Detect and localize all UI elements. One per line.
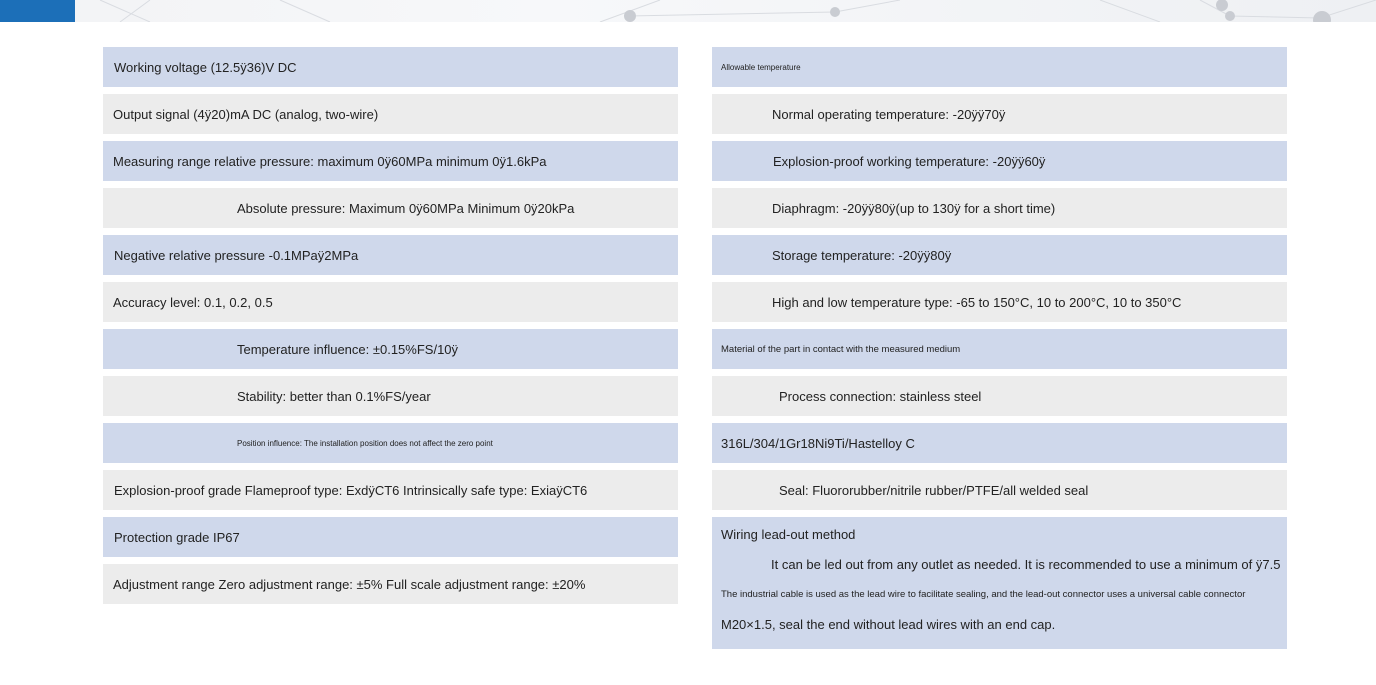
spec-row bbox=[712, 94, 1287, 134]
spec-text: Allowable temperature bbox=[721, 62, 801, 72]
wiring-line: M20×1.5, seal the end without lead wires with an end cap. bbox=[721, 617, 1056, 632]
spec-row bbox=[712, 235, 1287, 275]
wiring-block bbox=[712, 517, 1287, 649]
spec-text: Process connection: stainless steel bbox=[779, 388, 982, 404]
spec-text: Explosion-proof working temperature: -20ÿÿ60ÿ bbox=[773, 153, 1046, 169]
header-banner bbox=[0, 0, 1376, 22]
spec-text: Accuracy level: 0.1, 0.2, 0.5 bbox=[113, 294, 273, 310]
spec-text: Position influence: The installation position does not affect the zero point bbox=[237, 438, 493, 448]
spec-row bbox=[103, 564, 678, 604]
spec-row bbox=[712, 376, 1287, 416]
spec-row bbox=[712, 470, 1287, 510]
spec-row bbox=[103, 423, 678, 463]
spec-row bbox=[712, 329, 1287, 369]
spec-row bbox=[103, 517, 678, 557]
spec-text: Diaphragm: -20ÿÿ80ÿ(up to 130ÿ for a short time) bbox=[772, 200, 1056, 216]
spec-text: Material of the part in contact with the measured medium bbox=[721, 343, 961, 355]
spec-row bbox=[103, 329, 678, 369]
spec-text: Storage temperature: -20ÿÿ80ÿ bbox=[772, 247, 952, 263]
wiring-line: The industrial cable is used as the lead wire to facilitate sealing, and the lead-out connector uses a universal cable connector bbox=[721, 589, 1246, 600]
spec-text: Adjustment range Zero adjustment range: ±5% Full scale adjustment range: ±20% bbox=[113, 576, 586, 592]
spec-text: Stability: better than 0.1%FS/year bbox=[237, 388, 431, 404]
spec-row bbox=[712, 47, 1287, 87]
spec-row bbox=[103, 94, 678, 134]
spec-text: Explosion-proof grade Flameproof type: ExdÿCT6 Intrinsically safe type: ExiaÿCT6 bbox=[114, 482, 588, 498]
spec-row bbox=[103, 470, 678, 510]
spec-text: Output signal (4ÿ20)mA DC (analog, two-wire) bbox=[113, 106, 379, 122]
spec-text: Working voltage (12.5ÿ36)V DC bbox=[114, 59, 297, 75]
spec-text: Normal operating temperature: -20ÿÿ70ÿ bbox=[772, 106, 1006, 122]
brand-accent-block bbox=[0, 0, 75, 22]
spec-text: Negative relative pressure -0.1MPaÿ2MPa bbox=[114, 247, 359, 263]
wiring-title: Wiring lead-out method bbox=[721, 527, 856, 542]
spec-row bbox=[712, 282, 1287, 322]
wiring-line: It can be led out from any outlet as needed. It is recommended to use a minimum of ÿ7.5 bbox=[771, 557, 1281, 572]
spec-text: Absolute pressure: Maximum 0ÿ60MPa Minimum 0ÿ20kPa bbox=[237, 200, 575, 216]
spec-row bbox=[103, 141, 678, 181]
spec-row bbox=[103, 376, 678, 416]
spec-row bbox=[103, 235, 678, 275]
spec-text: Temperature influence: ±0.15%FS/10ÿ bbox=[237, 341, 459, 357]
spec-column-right bbox=[712, 47, 1287, 656]
spec-row bbox=[712, 423, 1287, 463]
spec-row bbox=[712, 141, 1287, 181]
spec-row bbox=[103, 282, 678, 322]
spec-text: 316L/304/1Gr18Ni9Ti/Hastelloy C bbox=[721, 435, 915, 451]
spec-row bbox=[103, 188, 678, 228]
spec-text: Seal: Fluororubber/nitrile rubber/PTFE/all welded seal bbox=[779, 482, 1089, 498]
spec-text: High and low temperature type: -65 to 150°C, 10 to 200°C, 10 to 350°C bbox=[772, 294, 1182, 310]
spec-text: Measuring range relative pressure: maximum 0ÿ60MPa minimum 0ÿ1.6kPa bbox=[113, 153, 547, 169]
spec-text: Protection grade IP67 bbox=[114, 529, 240, 545]
network-pattern bbox=[0, 0, 1376, 22]
spec-row bbox=[103, 47, 678, 87]
spec-column-left bbox=[103, 47, 678, 611]
spec-row bbox=[712, 188, 1287, 228]
